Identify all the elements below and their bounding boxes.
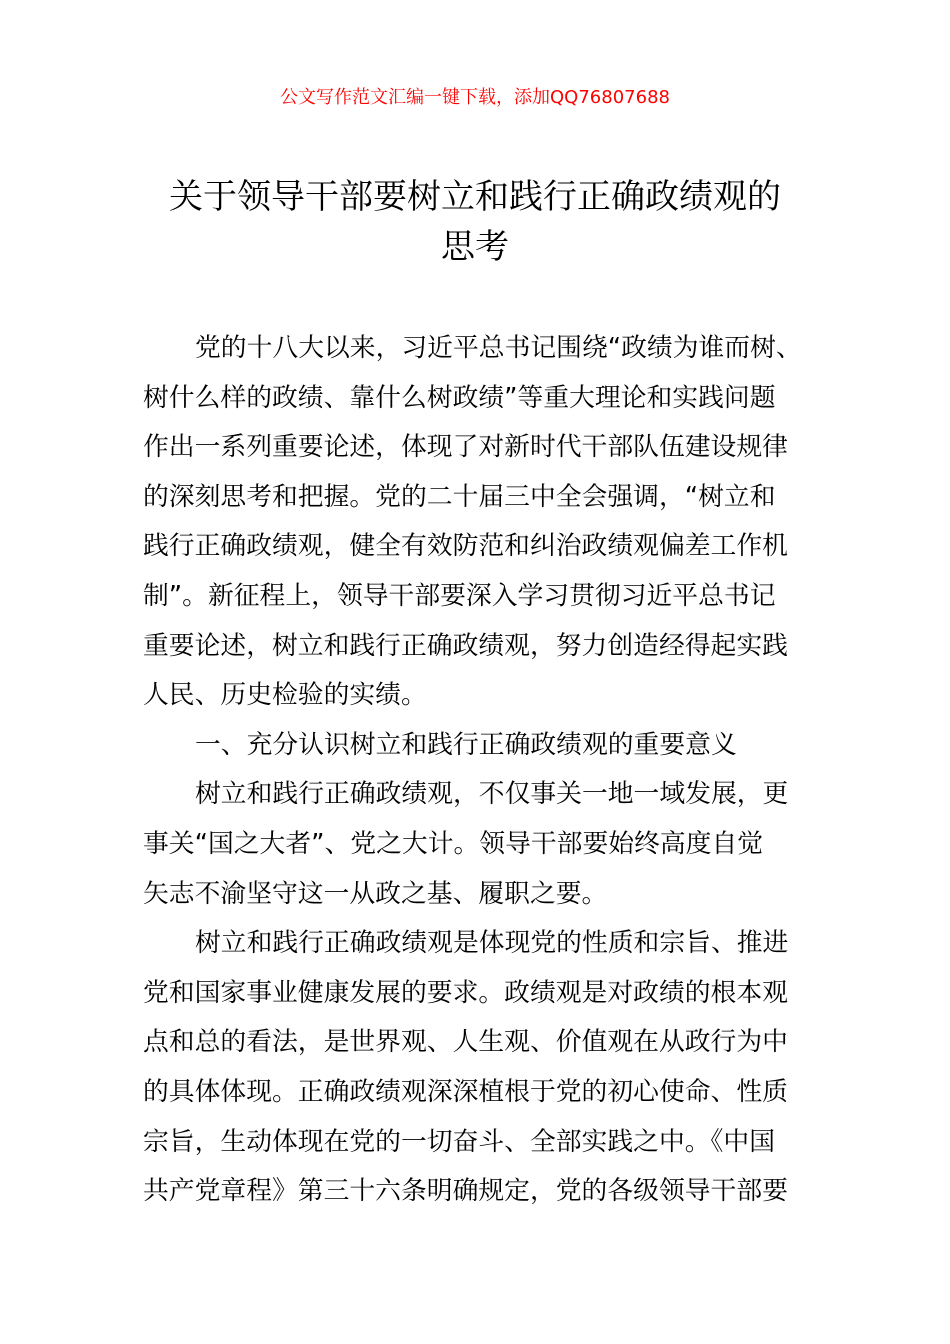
download-banner[interactable]: 公文写作范文汇编一键下载，添加QQ76807688 [280,87,670,108]
paragraph-line: 共产党章程》第三十六条明确规定，党的各级领导干部要 [143,1176,788,1207]
paragraph-line: 点和总的看法，是世界观、人生观、价值观在从政行为中 [143,1027,788,1058]
paragraph-line: 的深刻思考和把握。党的二十届三中全会强调，“树立和 [143,481,776,512]
paragraph-line: 宗旨，生动体现在党的一切奋斗、全部实践之中。《中国 [143,1126,776,1157]
document-body [143,324,815,1217]
title-line-1: 关于领导干部要树立和践行正确政绩观的 [169,177,781,217]
paragraph-line: 事关“国之大者”、党之大计。领导干部要始终高度自觉 [143,828,764,859]
paragraph-line: 树立和践行正确政绩观是体现党的性质和宗旨、推进 [195,928,789,959]
paragraph-line: 树立和践行正确政绩观，不仅事关一地一域发展，更 [195,779,789,810]
paragraph-line: 践行正确政绩观，健全有效防范和纠治政绩观偏差工作机 [143,531,788,562]
paragraph-line: 人民、历史检验的实绩。 [143,680,427,711]
paragraph-line: 矢志不渝坚守这一从政之基、履职之要。 [143,878,608,909]
paragraph-line: 树什么样的政绩、靠什么树政绩”等重大理论和实践问题 [143,382,776,413]
paragraph-line: 的具体体现。正确政绩观深深植根于党的初心使命、性质 [143,1076,788,1107]
section-heading: 一、充分认识树立和践行正确政绩观的重要意义 [195,729,737,760]
paragraph-line: 制”。新征程上，领导干部要深入学习贯彻习近平总书记 [143,580,776,611]
paragraph-line: 重要论述，树立和践行正确政绩观，努力创造经得起实践 [143,630,788,661]
paragraph-line: 作出一系列重要论述，体现了对新时代干部队伍建设规律 [143,432,788,463]
title-line-2: 思考 [441,227,509,267]
paragraph-line: 党和国家事业健康发展的要求。政绩观是对政绩的根本观 [143,977,788,1008]
paragraph-line: 党的十八大以来，习近平总书记围绕“政绩为谁而树、 [195,333,802,363]
document-title [120,172,830,272]
